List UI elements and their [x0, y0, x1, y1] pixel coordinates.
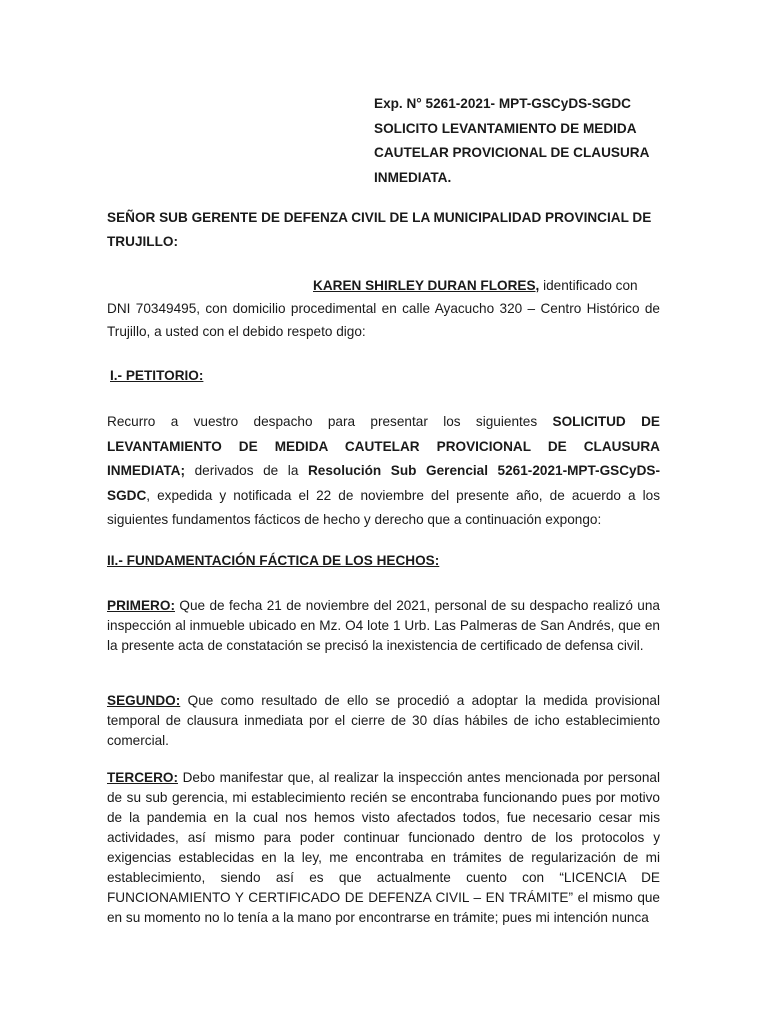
intro-first-line	[313, 276, 638, 296]
section-1-title: I.- PETITORIO:	[110, 368, 204, 383]
petitorio-text-3: , expedida y notificada el 22 de noviembre del presente año, de acuerdo a los siguientes fundamentos fácticos de hecho y derecho que a continuación expongo:	[107, 487, 660, 527]
petitorio-text-1: Recurro a vuestro despacho para presentar los siguientes	[107, 414, 553, 429]
addressee-line-2: TRUJILLO:	[107, 234, 178, 249]
addressee	[107, 206, 651, 254]
segundo-paragraph	[107, 691, 660, 751]
resolution-reference: Resolución Sub Gerencial 5261-2021-MPT-GSCyDS-SGDC	[107, 463, 660, 503]
segundo-text: Que como resultado de ello se procedió a adoptar la medida provisional temporal de clausura inmediata por el cierre de 30 días hábiles de icho establecimiento comercial.	[107, 693, 660, 748]
petitorio-request-title: SOLICITUD DE LEVANTAMIENTO DE MEDIDA CAUTELAR PROVICIONAL DE CLAUSURA INMEDIATA;	[107, 414, 660, 478]
intro-text-start: identificado con	[539, 278, 638, 293]
segundo-label: SEGUNDO:	[107, 693, 181, 708]
tercero-text: Debo manifestar que, al realizar la inspección antes mencionada por personal de su sub gerencia, mi establecimiento recién se encontraba funcionando pues por motivo de la pandemia en la cual nos hemos visto afectados todos, fue necesario cesar mis actividades, así mismo para poder continuar funcionado dentro de los protocolos y exigencias establecidas en la ley, me encontraba en trámites de regularización de mi establecimiento, siendo así es que actualmente cuento con “LICENCIA DE FUNCIONAMIENTO Y CERTIFICADO DE DEFENZA CIVIL – EN TRÁMITE” el mismo que en su momento no lo tenía a la mano por encontrarse en trámite; pues mi intención nunca	[107, 770, 660, 925]
tercero-label: TERCERO:	[107, 770, 178, 785]
section-2-title: II.- FUNDAMENTACIÓN FÁCTICA DE LOS HECHOS:	[107, 553, 440, 568]
primero-label: PRIMERO:	[107, 598, 175, 613]
applicant-name: KAREN SHIRLEY DURAN FLORES,	[313, 278, 540, 293]
subject-line-1: SOLICITO LEVANTAMIENTO DE MEDIDA	[374, 120, 637, 136]
primero-text: Que de fecha 21 de noviembre del 2021, personal de su despacho realizó una inspección al inmueble ubicado en Mz. O4 lote 1 Urb. Las Palmeras de San Andrés, que en la presente acta de constatación se precisó la inexistencia de certificado de defensa civil.	[107, 598, 660, 653]
subject-line-2: CAUTELAR PROVICIONAL DE CLAUSURA	[374, 145, 650, 160]
tercero-paragraph	[107, 768, 660, 928]
intro-paragraph: DNI 70349495, con domicilio procedimental en calle Ayacucho 320 – Centro Histórico de Trujillo, a usted con el debido respeto digo:	[107, 301, 660, 339]
petitorio-text-2: derivados de la	[185, 463, 308, 478]
primero-paragraph	[107, 596, 660, 656]
case-number: Exp. N° 5261-2021- MPT-GSCyDS-SGDC	[374, 96, 631, 111]
case-reference-block	[374, 92, 649, 190]
petitorio-paragraph	[107, 410, 660, 533]
addressee-line-1: SEÑOR SUB GERENTE DE DEFENZA CIVIL DE LA MUNICIPALIDAD PROVINCIAL DE	[107, 210, 652, 225]
subject-line-3: INMEDIATA.	[374, 169, 452, 185]
